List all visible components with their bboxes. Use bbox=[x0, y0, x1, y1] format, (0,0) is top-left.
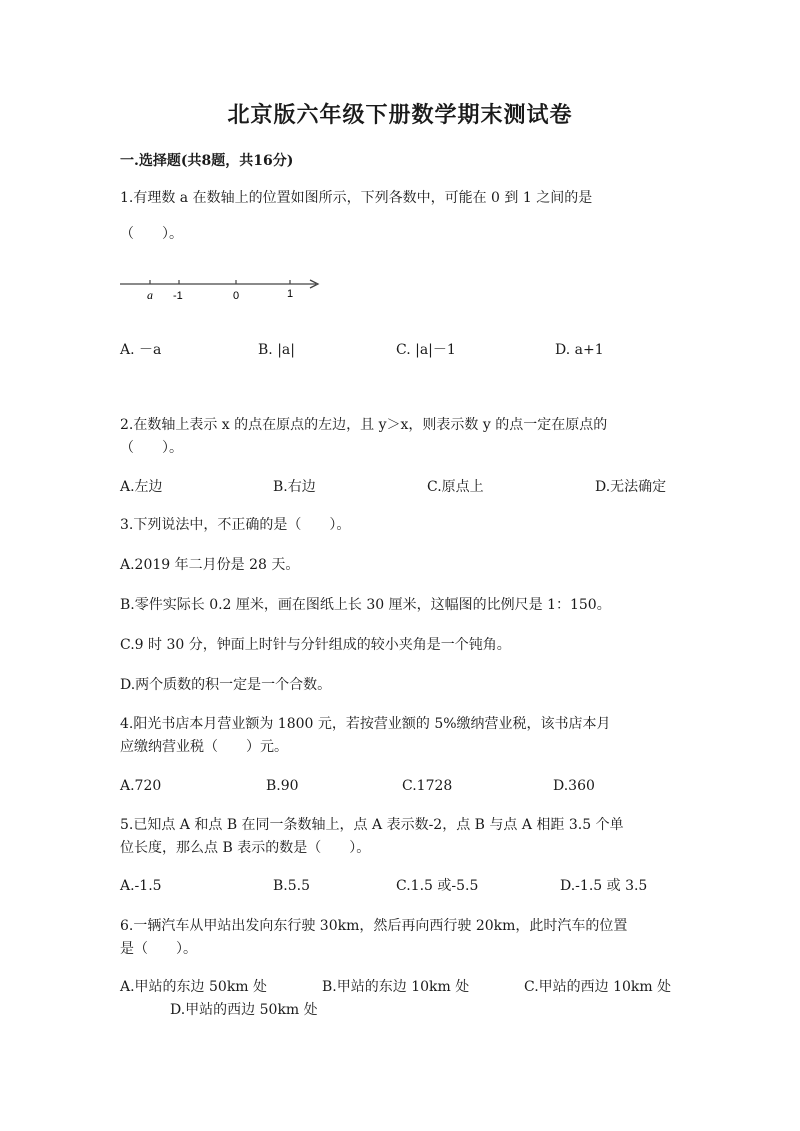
q6-option-b: B.甲站的东边 10km 处 bbox=[322, 979, 470, 995]
question-6-text-cont: 是（ ）。 bbox=[120, 941, 197, 957]
label-0: 0 bbox=[233, 290, 240, 302]
q4-option-c: C.1728 bbox=[402, 778, 453, 794]
label-neg1: -1 bbox=[173, 290, 183, 302]
q4-option-d: D.360 bbox=[553, 778, 595, 794]
question-5-text-cont: 位长度，那么点 B 表示的数是（ ）。 bbox=[120, 840, 371, 856]
section-heading: 一.选择题(共8题，共16分) bbox=[120, 153, 294, 169]
q1-option-b: B. |a| bbox=[258, 342, 295, 358]
q5-option-c: C.1.5 或-5.5 bbox=[396, 878, 479, 894]
question-1-text: 1.有理数 a 在数轴上的位置如图所示，下列各数中，可能在 0 到 1 之间的是 bbox=[120, 190, 593, 206]
question-1-paren: （ ）。 bbox=[120, 226, 183, 242]
q3-option-b: B.零件实际长 0.2 厘米，画在图纸上长 30 厘米，这幅图的比例尺是 1：150。 bbox=[120, 597, 611, 613]
question-2-paren: （ ）。 bbox=[120, 440, 183, 456]
question-5-text: 5.已知点 A 和点 B 在同一条数轴上，点 A 表示数-2，点 B 与点 A 相距 3.5 个单 bbox=[120, 817, 624, 833]
q4-option-a: A.720 bbox=[120, 778, 162, 794]
page-title: 北京版六年级下册数学期末测试卷 bbox=[227, 102, 573, 128]
q2-option-a: A.左边 bbox=[120, 479, 163, 495]
label-a: a bbox=[147, 288, 153, 302]
q2-option-d: D.无法确定 bbox=[595, 479, 667, 495]
q4-option-b: B.90 bbox=[266, 778, 299, 794]
question-4-text-cont: 应缴纳营业税（ ）元。 bbox=[120, 739, 288, 755]
question-6-text: 6.一辆汽车从甲站出发向东行驶 30km，然后再向西行驶 20km，此时汽车的位置 bbox=[120, 918, 628, 934]
q2-option-c: C.原点上 bbox=[427, 479, 484, 495]
q1-option-c: C. |a|－1 bbox=[396, 342, 456, 358]
q1-option-d: D. a+1 bbox=[555, 342, 604, 358]
q5-option-b: B.5.5 bbox=[273, 878, 311, 894]
q2-option-b: B.右边 bbox=[273, 479, 316, 495]
question-3-text: 3.下列说法中，不正确的是（ ）。 bbox=[120, 517, 351, 533]
q3-option-d: D.两个质数的积一定是一个合数。 bbox=[120, 677, 332, 693]
q6-option-d: D.甲站的西边 50km 处 bbox=[170, 1002, 318, 1018]
q5-option-a: A.-1.5 bbox=[120, 878, 162, 894]
q3-option-c: C.9 时 30 分，钟面上时针与分针组成的较小夹角是一个钝角。 bbox=[120, 637, 511, 653]
question-4-text: 4.阳光书店本月营业额为 1800 元，若按营业额的 5%缴纳营业税，该书店本月 bbox=[120, 716, 611, 732]
label-1: 1 bbox=[287, 288, 294, 300]
q5-option-d: D.-1.5 或 3.5 bbox=[560, 878, 648, 894]
q3-option-a: A.2019 年二月份是 28 天。 bbox=[120, 557, 300, 573]
q1-option-a: A. －a bbox=[120, 342, 162, 358]
number-line-figure bbox=[118, 272, 328, 308]
question-2-text: 2.在数轴上表示 x 的点在原点的左边，且 y＞x，则表示数 y 的点一定在原点的 bbox=[120, 417, 608, 433]
q6-option-a: A.甲站的东边 50km 处 bbox=[120, 979, 268, 995]
q6-option-c: C.甲站的西边 10km 处 bbox=[524, 979, 672, 995]
